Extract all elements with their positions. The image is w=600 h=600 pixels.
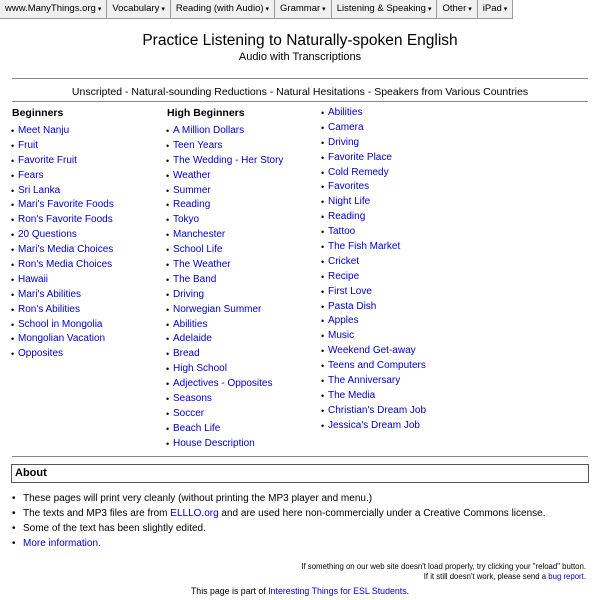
list-item xyxy=(167,273,283,288)
list-item xyxy=(167,124,283,139)
list-item xyxy=(167,392,283,407)
list-item xyxy=(322,106,426,121)
list-item xyxy=(12,169,114,184)
list-item xyxy=(167,303,283,318)
list-item xyxy=(322,121,426,136)
bug-report-link[interactable]: bug report xyxy=(548,571,584,581)
lesson-link[interactable]: Manchester xyxy=(173,229,226,241)
list-item xyxy=(167,407,283,422)
nav-menu-grammar[interactable] xyxy=(275,0,332,18)
beginners-column xyxy=(12,106,114,362)
reload-note: If something on our web site doesn't load properly, try clicking your "reload" button. xyxy=(301,562,586,571)
nav-menu-ipad[interactable] xyxy=(478,0,513,18)
nav-menu-reading-with-audio[interactable] xyxy=(171,0,275,18)
chevron-down-icon: ▾ xyxy=(265,6,270,13)
lesson-link[interactable]: Summer xyxy=(173,184,211,196)
lesson-link[interactable]: Driving xyxy=(328,136,360,148)
list-item xyxy=(12,124,114,139)
lesson-link[interactable]: Norwegian Summer xyxy=(173,303,262,315)
list-item xyxy=(12,213,114,228)
lesson-link[interactable]: Abilities xyxy=(328,107,363,118)
third-column-list xyxy=(322,106,426,434)
lesson-link[interactable]: High School xyxy=(173,363,227,375)
list-item xyxy=(12,243,114,258)
footer-period: . xyxy=(406,586,410,596)
list-item xyxy=(12,154,114,169)
list-item xyxy=(167,213,283,228)
more-information-link[interactable]: More information. xyxy=(23,538,101,549)
list-item xyxy=(322,359,426,374)
lesson-link[interactable]: Night Life xyxy=(328,196,371,208)
nav-menu-listening-speaking[interactable] xyxy=(332,0,438,18)
lesson-link[interactable]: Music xyxy=(328,330,355,342)
nav-menu-label: Listening & Speaking xyxy=(336,3,426,14)
lesson-link[interactable]: Seasons xyxy=(173,393,212,405)
list-item xyxy=(12,258,114,273)
list-item xyxy=(12,228,114,243)
page-title: Practice Listening to Naturally-spoken English xyxy=(142,32,458,49)
list-item xyxy=(167,288,283,303)
list-item xyxy=(322,404,426,419)
chevron-down-icon: ▾ xyxy=(468,6,472,13)
about-list xyxy=(12,491,545,551)
list-item xyxy=(322,329,426,344)
lesson-link[interactable]: Recipe xyxy=(328,270,360,282)
list-item xyxy=(167,362,283,377)
list-item xyxy=(322,210,426,225)
nav-menu-label: Grammar xyxy=(280,3,321,14)
lesson-link[interactable]: Abilities xyxy=(173,318,208,330)
list-item xyxy=(167,422,283,437)
lesson-link[interactable]: Ron's Favorite Foods xyxy=(18,214,113,226)
bug-note-text: If it still doesn't work, please send a xyxy=(423,571,549,581)
top-divider xyxy=(12,78,588,79)
nav-menu-other[interactable] xyxy=(437,0,477,18)
page-subtitle: Audio with Transcriptions xyxy=(238,51,362,63)
about-item xyxy=(12,506,545,521)
list-item xyxy=(167,243,283,258)
third-column xyxy=(322,106,426,434)
lesson-link[interactable]: Camera xyxy=(328,121,364,133)
lesson-link[interactable]: Adelaide xyxy=(173,333,212,345)
list-item xyxy=(322,180,426,195)
chevron-down-icon: ▾ xyxy=(427,6,432,13)
lesson-link[interactable]: 20 Questions xyxy=(18,229,77,241)
lesson-link[interactable]: Reading xyxy=(173,199,211,211)
list-item xyxy=(322,240,426,255)
about-section-header xyxy=(11,464,589,483)
about-item-text: Some of the text has been slightly edited. xyxy=(23,523,206,534)
lesson-link[interactable]: Teens and Computers xyxy=(328,360,426,372)
list-item xyxy=(12,303,114,318)
lesson-link[interactable]: Apples xyxy=(328,315,359,327)
lesson-link[interactable]: Favorite Place xyxy=(328,151,392,163)
lesson-link[interactable]: Tokyo xyxy=(173,214,200,226)
lesson-link[interactable]: Mongolian Vacation xyxy=(18,333,106,345)
lesson-link[interactable]: Mari's Media Choices xyxy=(18,244,114,256)
about-item-text: The texts and MP3 files are from xyxy=(23,508,171,519)
lesson-link[interactable]: Hawaii xyxy=(18,273,49,285)
list-item xyxy=(12,184,114,199)
lesson-link[interactable]: School Life xyxy=(173,244,223,256)
lesson-link[interactable]: The Anniversary xyxy=(328,375,401,387)
lesson-link[interactable]: The Band xyxy=(173,273,217,285)
lesson-link[interactable]: Weather xyxy=(173,169,211,181)
nav-menu-label: iPad xyxy=(482,3,502,14)
lesson-link[interactable]: Bread xyxy=(173,348,200,360)
list-item xyxy=(12,318,114,333)
lesson-link[interactable]: Fears xyxy=(18,169,44,181)
lesson-link[interactable]: Mari's Abilities xyxy=(18,288,82,300)
lesson-link[interactable]: Favorites xyxy=(328,181,370,193)
about-item xyxy=(12,521,545,536)
list-item xyxy=(167,332,283,347)
nav-menu-label: Reading (with Audio) xyxy=(175,3,264,14)
ellllo-link[interactable]: ELLLO.org xyxy=(170,508,219,519)
high-beginners-column xyxy=(167,106,283,452)
lesson-link[interactable]: House Description xyxy=(173,437,255,449)
list-item xyxy=(12,273,114,288)
list-item xyxy=(167,318,283,333)
list-item xyxy=(322,300,426,315)
high-beginners-list xyxy=(167,124,283,452)
lesson-link[interactable]: Favorite Fruit xyxy=(18,154,77,166)
chevron-down-icon: ▾ xyxy=(322,6,326,13)
bug-note-period: . xyxy=(583,571,586,581)
list-item xyxy=(167,377,283,392)
list-item xyxy=(322,285,426,300)
help-notes xyxy=(301,562,586,582)
lesson-link[interactable]: Cricket xyxy=(328,255,360,267)
lesson-link[interactable]: The Fish Market xyxy=(328,241,401,253)
beginners-list xyxy=(12,124,114,362)
nav-menu-vocabulary[interactable] xyxy=(107,0,171,18)
list-item xyxy=(12,139,114,154)
list-item xyxy=(322,225,426,240)
chevron-down-icon: ▾ xyxy=(503,6,508,13)
footer xyxy=(0,586,600,596)
list-item xyxy=(322,151,426,166)
lesson-link[interactable]: The Weather xyxy=(173,259,231,271)
lesson-link[interactable]: Mari's Favorite Foods xyxy=(18,199,114,211)
list-item xyxy=(167,169,283,184)
list-item xyxy=(322,270,426,285)
lesson-link[interactable]: Ron's Media Choices xyxy=(18,259,113,271)
nav-menu-www-manythings-org[interactable] xyxy=(0,0,107,18)
lesson-link[interactable]: Pasta Dish xyxy=(328,300,377,312)
interesting-things-link[interactable]: Interesting Things for ESL Students xyxy=(268,586,407,596)
list-item xyxy=(167,139,283,154)
nav-menu-label: Vocabulary xyxy=(112,3,160,14)
beginners-heading: Beginners xyxy=(12,107,64,119)
lesson-link[interactable]: Sri Lanka xyxy=(18,184,61,196)
list-item xyxy=(322,255,426,270)
list-item xyxy=(167,184,283,199)
lesson-link[interactable]: Weekend Get-away xyxy=(328,345,416,357)
lesson-link[interactable]: Driving xyxy=(173,288,205,300)
lesson-link[interactable]: First Love xyxy=(328,285,372,297)
lesson-link[interactable]: Christian's Dream Job xyxy=(328,404,427,416)
list-item xyxy=(167,347,283,362)
bottom-divider xyxy=(12,456,588,457)
lesson-link[interactable]: Beach Life xyxy=(173,422,221,434)
list-item xyxy=(12,198,114,213)
high-beginners-heading: High Beginners xyxy=(167,107,245,119)
list-item xyxy=(322,314,426,329)
list-item xyxy=(322,374,426,389)
lesson-link[interactable]: Teen Years xyxy=(173,139,223,151)
lesson-link[interactable]: A Million Dollars xyxy=(173,125,245,136)
lesson-link[interactable]: School in Mongolia xyxy=(18,318,103,330)
lesson-link[interactable]: Ron's Abilities xyxy=(18,303,80,315)
bug-report-note xyxy=(301,572,586,582)
list-item xyxy=(322,344,426,359)
about-item-text: and are used here non-commercially under a Creative Commons license. xyxy=(218,508,546,519)
tagline: Unscripted - Natural-sounding Reductions - Natural Hesitations - Speakers from Various Countries xyxy=(71,86,529,98)
lesson-link[interactable]: Tattoo xyxy=(328,226,356,238)
list-item xyxy=(167,228,283,243)
list-item xyxy=(167,258,283,273)
lesson-link[interactable]: The Media xyxy=(328,389,376,401)
list-item xyxy=(322,389,426,404)
lesson-link[interactable]: Meet Nanju xyxy=(18,125,70,136)
lesson-link[interactable]: Jessica's Dream Job xyxy=(328,419,420,431)
list-item xyxy=(167,437,283,452)
top-nav-bar xyxy=(0,0,513,19)
nav-menu-label: Other xyxy=(442,3,467,14)
list-item xyxy=(12,347,114,362)
nav-menu-label: www.ManyThings.org xyxy=(5,3,96,14)
lesson-link[interactable]: Adjectives - Opposites xyxy=(173,378,273,390)
about-item-text: These pages will print very cleanly (without printing the MP3 player and menu.) xyxy=(23,493,373,504)
lesson-link[interactable]: Soccer xyxy=(173,407,205,419)
list-item xyxy=(167,154,283,169)
about-heading: About xyxy=(15,467,47,479)
about-item xyxy=(12,491,545,506)
list-item xyxy=(322,195,426,210)
chevron-down-icon: ▾ xyxy=(161,6,165,13)
lesson-link[interactable]: Opposites xyxy=(18,348,64,360)
list-item xyxy=(167,198,283,213)
list-item xyxy=(322,136,426,151)
lesson-link[interactable]: The Wedding - Her Story xyxy=(173,154,284,166)
footer-text: This page is part of xyxy=(190,586,269,596)
list-item xyxy=(12,288,114,303)
lesson-link[interactable]: Cold Remedy xyxy=(328,166,389,178)
list-item xyxy=(322,166,426,181)
list-item xyxy=(322,419,426,434)
chevron-down-icon: ▾ xyxy=(97,6,102,13)
lesson-link[interactable]: Reading xyxy=(328,211,366,223)
list-item xyxy=(12,332,114,347)
tagline-divider xyxy=(12,101,588,102)
lesson-link[interactable]: Fruit xyxy=(18,139,38,151)
about-item xyxy=(12,536,545,551)
